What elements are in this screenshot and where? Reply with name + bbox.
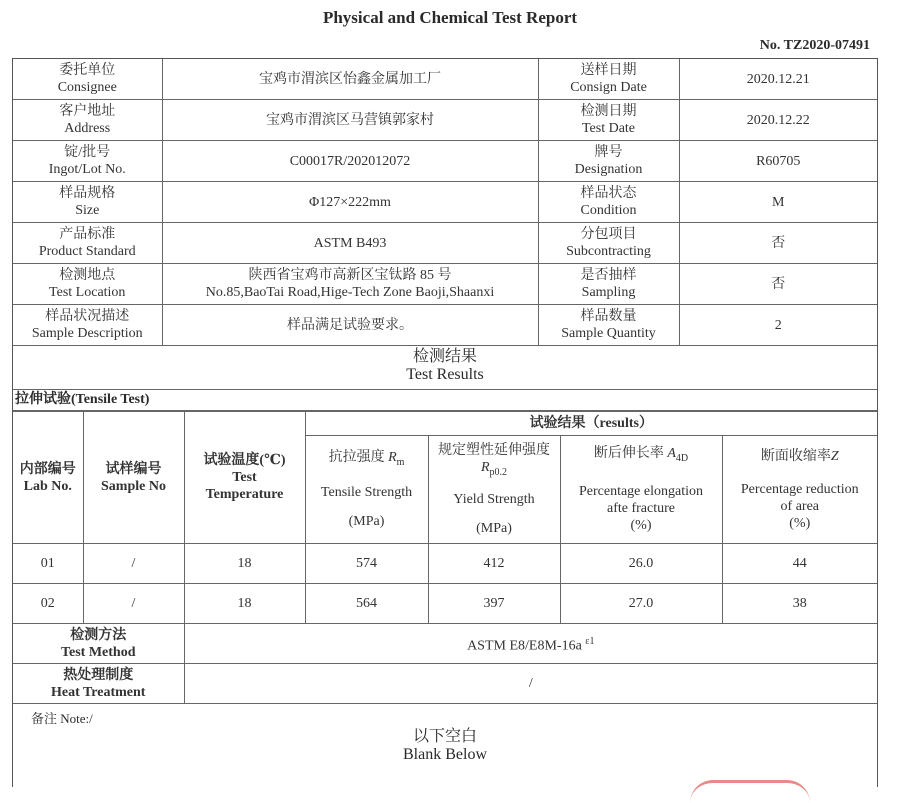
col-sample-no: 试样编号 Sample No	[83, 412, 184, 544]
location-label: 检测地点 Test Location	[13, 264, 162, 305]
ingot-label: 锭/批号 Ingot/Lot No.	[13, 141, 162, 182]
quantity-label: 样品数量 Sample Quantity	[538, 305, 679, 346]
test-date-value: 2020.12.22	[679, 100, 877, 141]
col-elongation: 断后伸长率 $A_{4D}$ Percentage elongation afte fracture (%)	[560, 436, 722, 544]
heat-treatment-label: 热处理制度 Heat Treatment	[13, 664, 184, 704]
cell-sample: /	[83, 584, 184, 624]
tensile-test-label: 拉伸试验(Tensile Test)	[13, 390, 877, 411]
designation-value: R60705	[679, 141, 877, 182]
col-test-temperature: 试验温度(℃) Test Temperature	[184, 412, 305, 544]
blank-below: 以下空白 Blank Below	[403, 728, 487, 763]
cell-reduction: 44	[722, 544, 877, 584]
test-results-heading: 检测结果 Test Results	[13, 346, 877, 390]
col-yield-strength: 规定塑性延伸强度 $R_{p0.2}$ Yield Strength (MPa)	[428, 436, 560, 544]
row-location	[13, 264, 877, 305]
note-section	[13, 704, 877, 790]
address-label: 客户地址 Address	[13, 100, 162, 141]
test-method-label: 检测方法 Test Method	[13, 624, 184, 664]
subcontract-value: 否	[679, 223, 877, 264]
consignee-value: 宝鸡市渭滨区怡鑫金属加工厂	[162, 59, 538, 100]
cell-lab: 02	[13, 584, 83, 624]
cell-tensile: 574	[305, 544, 428, 584]
note-label: 备注 Note:/	[31, 711, 93, 726]
cell-lab: 01	[13, 544, 83, 584]
tensile-results-table	[13, 411, 877, 704]
table-row	[13, 544, 877, 584]
test-date-label: 检测日期 Test Date	[538, 100, 679, 141]
standard-value: ASTM B493	[162, 223, 538, 264]
cell-temp: 18	[184, 544, 305, 584]
col-tensile-strength: 抗拉强度 $R_m$ Tensile Strength (MPa)	[305, 436, 428, 544]
test-method-value: ASTM E8/E8M-16a $^{\varepsilon 1}$	[184, 624, 877, 664]
cell-sample: /	[83, 544, 184, 584]
condition-label: 样品状态 Condition	[538, 182, 679, 223]
consignee-label: 委托单位 Consignee	[13, 59, 162, 100]
row-sample-description	[13, 305, 877, 346]
designation-label: 牌号 Designation	[538, 141, 679, 182]
table-row	[13, 584, 877, 624]
cell-elongation: 26.0	[560, 544, 722, 584]
location-value: 陕西省宝鸡市高新区宝钛路 85 号 No.85,BaoTai Road,Hige-Tech Zone Baoji,Shaanxi	[162, 264, 538, 305]
sampling-value: 否	[679, 264, 877, 305]
heat-treatment-value: /	[184, 664, 877, 704]
col-lab-no: 内部编号 Lab No.	[13, 412, 83, 544]
quantity-value: 2	[679, 305, 877, 346]
test-method-row	[13, 624, 877, 664]
standard-label: 产品标准 Product Standard	[13, 223, 162, 264]
cell-tensile: 564	[305, 584, 428, 624]
row-ingot	[13, 141, 877, 182]
size-value: Φ127×222mm	[162, 182, 538, 223]
row-consignee	[13, 59, 877, 100]
cell-temp: 18	[184, 584, 305, 624]
stamp-edge	[690, 780, 810, 803]
cell-yield: 412	[428, 544, 560, 584]
consign-date-label: 送样日期 Consign Date	[538, 59, 679, 100]
report-sheet	[12, 58, 878, 787]
address-value: 宝鸡市渭滨区马营镇郭家村	[162, 100, 538, 141]
consign-date-value: 2020.12.21	[679, 59, 877, 100]
sample-desc-label: 样品状况描述 Sample Description	[13, 305, 162, 346]
row-address	[13, 100, 877, 141]
heat-treatment-row	[13, 664, 877, 704]
cell-yield: 397	[428, 584, 560, 624]
size-label: 样品规格 Size	[13, 182, 162, 223]
subcontract-label: 分包项目 Subcontracting	[538, 223, 679, 264]
sampling-label: 是否抽样 Sampling	[538, 264, 679, 305]
report-number: No. TZ2020-07491	[759, 38, 870, 53]
results-group-label: 试验结果（results）	[305, 412, 877, 436]
row-standard	[13, 223, 877, 264]
cell-elongation: 27.0	[560, 584, 722, 624]
row-size	[13, 182, 877, 223]
ingot-value: C00017R/202012072	[162, 141, 538, 182]
condition-value: M	[679, 182, 877, 223]
sample-info-table	[13, 59, 877, 346]
sample-desc-value: 样品满足试验要求。	[162, 305, 538, 346]
results-group-row	[13, 412, 877, 436]
report-title: Physical and Chemical Test Report	[322, 8, 578, 27]
col-reduction-of-area: 断面收缩率Z Percentage reduction of area (%)	[722, 436, 877, 544]
cell-reduction: 38	[722, 584, 877, 624]
